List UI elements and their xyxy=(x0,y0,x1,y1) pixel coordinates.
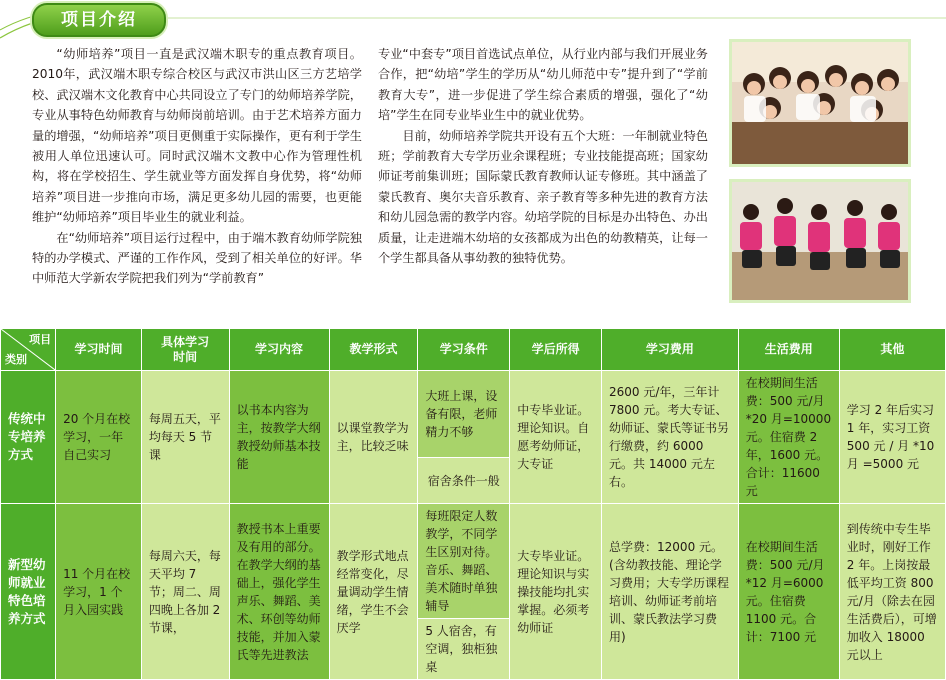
group-photo xyxy=(729,39,911,167)
row-conditions-b: 宿舍条件一般 xyxy=(418,458,510,504)
row-content: 以书本内容为主，按教学大纲教授幼师基本技能 xyxy=(229,371,329,504)
row-other: 到传统中专生毕业时，刚好工作 2 年。上岗按最低平均工资 800 元/月（除去在园生活费后），可增加收入 18000 元以上 xyxy=(839,504,945,680)
dance-photo-image xyxy=(732,182,908,300)
header-form: 教学形式 xyxy=(329,329,418,371)
row-other: 学习 2 年后实习 1 年，实习工资 500 元 / 月 *10 月 =5000 元 xyxy=(839,371,945,504)
row-schedule: 每周五天，平均每天 5 节课 xyxy=(141,371,229,504)
header-study-time: 学习时间 xyxy=(56,329,142,371)
header-conditions: 学习条件 xyxy=(418,329,510,371)
header-content: 学习内容 xyxy=(229,329,329,371)
row-fees: 2600 元/年，三年计 7800 元。考大专证、幼师证、蒙氏等证书另行缴费，约 6000 元。共 14000 元左右。 xyxy=(602,371,739,504)
section-title-text: 项目介绍 xyxy=(61,10,137,30)
table-header-row xyxy=(1,329,946,371)
comparison-table xyxy=(0,328,946,680)
header-other: 其他 xyxy=(839,329,945,371)
corner-label-project: 项目 xyxy=(29,333,52,346)
row-conditions-a: 大班上课，设备有限，老师精力不够 xyxy=(418,371,510,458)
row-conditions-a: 每班限定人数教学，不同学生区别对待。音乐、舞蹈、美术随时单独辅导 xyxy=(418,504,510,619)
table-row xyxy=(1,371,946,458)
header-living: 生活费用 xyxy=(738,329,839,371)
row-study-time: 11 个月在校学习，1 个月入园实践 xyxy=(56,504,142,680)
row-fees: 总学费：12000 元。(含幼教技能、理论学习费用；大专学历课程培训、幼师证考前培训、蒙氏教法学习费用) xyxy=(602,504,739,680)
row-gains: 大专毕业证。理论知识与实操技能均扎实掌握。必须考幼师证 xyxy=(510,504,602,680)
section-title xyxy=(32,3,166,37)
intro-column-1 xyxy=(32,44,362,289)
header-schedule: 具体学习时间 xyxy=(141,329,229,371)
row-gains: 中专毕业证。理论知识。自愿考幼师证，大专证 xyxy=(510,371,602,504)
dance-photo xyxy=(729,179,911,303)
intro-paragraph: “幼师培养”项目一直是武汉端木职专的重点教育项目。2010年，武汉端木职专综合校区与武汉市洪山区三方艺培学校、武汉端木文化教育中心共同设立了专门的幼师培养学院，专业从事特色幼师教育与幼师岗前培训。由于艺术培养方面力量的增强，“幼师培养”项目更侧重于实际操作，更有利于学生被用人单位迅速认可。同时武汉端木文教中心作为管理性机构，将在学校招生、学生就业等方面发挥自身优势，将“幼师培养”项目进一步推向市场，满足更多幼儿园的需要，也更能维护“幼师培养”项目毕业生的就业利益。 xyxy=(32,47,362,225)
table-corner-cell xyxy=(1,329,56,371)
header-fees: 学习费用 xyxy=(602,329,739,371)
row-living: 在校期间生活费：500 元/月 *20 月=10000 元。住宿费 2 年，1600 元。合计：11600 元 xyxy=(738,371,839,504)
intro-paragraph: 在“幼师培养”项目运行过程中，由于端木教育幼师学院独特的办学模式、严谨的工作作风，受到了相关单位的好评。华中师范大学新农学院把我们列为“学前教育” xyxy=(32,230,362,286)
intro-column-2 xyxy=(378,44,708,268)
intro-paragraph: 目前，幼师培养学院共开设有五个大班：一年制就业特色班；学前教育大专学历业余课程班；专业技能提高班；国家幼师证考前集训班；国际蒙氏教育教师认证专修班。其中涵盖了蒙氏教育、奥尔夫音乐教育、亲子教育等多种先进的教育方法和幼儿园急需的教学内容。幼培学院的目标是办出特色、办出质量，让走进端木幼培的女孩都成为出色的幼教精英，让每一个学生都具备从事幼教的独特优势。 xyxy=(378,128,708,266)
corner-label-category: 类别 xyxy=(5,353,27,366)
intro-paragraph: 专业“中套专”项目首选试点单位，从行业内部与我们开展业务合作，把“幼培”学生的学历从“幼儿师范中专”提升到了“学前教育大专”，进一步促进了学生综合素质的增强，强化了“幼培”学生在同专业毕业生中的就业优势。 xyxy=(378,47,708,123)
row-category: 传统中专培养方式 xyxy=(1,371,56,504)
group-photo-image xyxy=(732,42,908,164)
row-study-time: 20 个月在校学习，一年自己实习 xyxy=(56,371,142,504)
row-category: 新型幼师就业特色培养方式 xyxy=(1,504,56,680)
row-living: 在校期间生活费：500 元/月 *12 月=6000 元。住宿费 1100 元。合计：7100 元 xyxy=(738,504,839,680)
row-form: 教学形式地点经常变化，尽量调动学生情绪，学生不会厌学 xyxy=(329,504,418,680)
row-content: 教授书本上重要及有用的部分。在教学大纲的基础上，强化学生声乐、舞蹈、美术、环创等幼师技能，并加入蒙氏等先进教法 xyxy=(229,504,329,680)
table-row xyxy=(1,504,946,619)
row-schedule: 每周六天，每天平均 7 节；周二、周四晚上各加 2 节课， xyxy=(141,504,229,680)
row-conditions-b: 5 人宿舍，有空调，独柜独桌 xyxy=(418,619,510,680)
header-gains: 学后所得 xyxy=(510,329,602,371)
row-form: 以课堂教学为主，比较乏味 xyxy=(329,371,418,504)
